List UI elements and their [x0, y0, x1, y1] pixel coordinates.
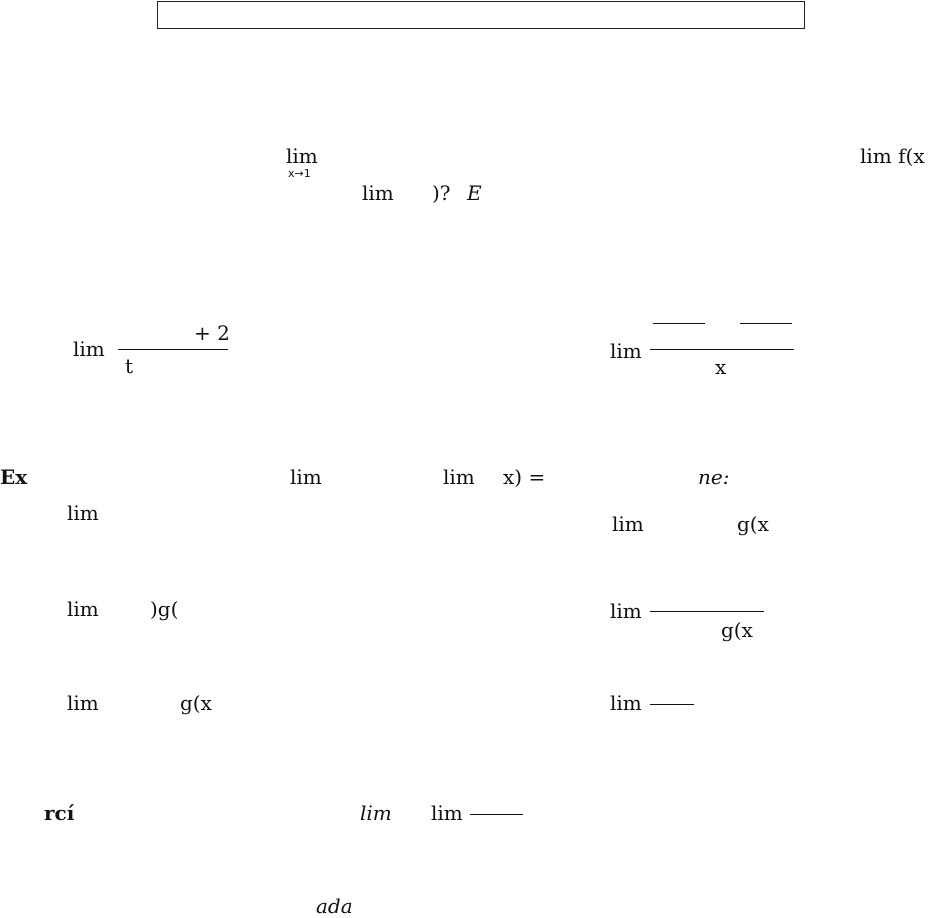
lim-fraction-left: lim: [73, 337, 105, 361]
ada-fragment: ada: [316, 894, 353, 918]
numerator-tail-left: + 2: [194, 321, 230, 345]
row-left-3-tail: g(x: [180, 691, 212, 715]
lim-label-2: lim: [362, 181, 394, 205]
paren-question-fragment: )?: [432, 181, 451, 205]
lim-label-1: lim: [286, 144, 318, 168]
lim-subscript-1: x→1: [288, 167, 311, 180]
overline-b: [740, 323, 792, 324]
lim-fraction-right: lim: [610, 339, 642, 363]
overline-a: [653, 323, 705, 324]
e-letter: E: [467, 181, 482, 205]
denominator-left: t: [125, 354, 134, 378]
fraction-bar-row-right-2: [650, 611, 764, 612]
lim-label-3: lim: [290, 465, 322, 489]
rci-fragment: rcí: [44, 801, 75, 825]
lim-italic-fragment: lim: [360, 801, 392, 825]
row-right-1-tail: g(x: [737, 512, 769, 536]
lim-label-5: lim: [431, 801, 463, 825]
lim-f-fragment: lim f(x: [860, 144, 925, 168]
row-left-2-tail: )g(: [150, 597, 179, 621]
x-equals-fragment: x) =: [503, 465, 546, 489]
row-right-2-denominator: g(x: [721, 618, 753, 642]
lim-row-left-2: lim: [67, 597, 99, 621]
denominator-right: x: [715, 355, 727, 379]
fraction-bar-right: [650, 349, 794, 350]
top-text-box: [157, 1, 805, 29]
lim-row-right-2: lim: [610, 599, 642, 623]
fraction-bar-left: [118, 349, 228, 350]
lim-row-right-1: lim: [612, 512, 644, 536]
example-label: Ex: [0, 465, 28, 489]
ne-fragment: ne:: [698, 465, 730, 489]
lim-row-left-3: lim: [67, 691, 99, 715]
lim-row-left-1: lim: [67, 501, 99, 525]
lim-row-right-3: lim: [610, 691, 642, 715]
fraction-bar-row-right-3: [650, 704, 694, 705]
fraction-bar-section4: [470, 814, 523, 815]
lim-label-4: lim: [443, 465, 475, 489]
